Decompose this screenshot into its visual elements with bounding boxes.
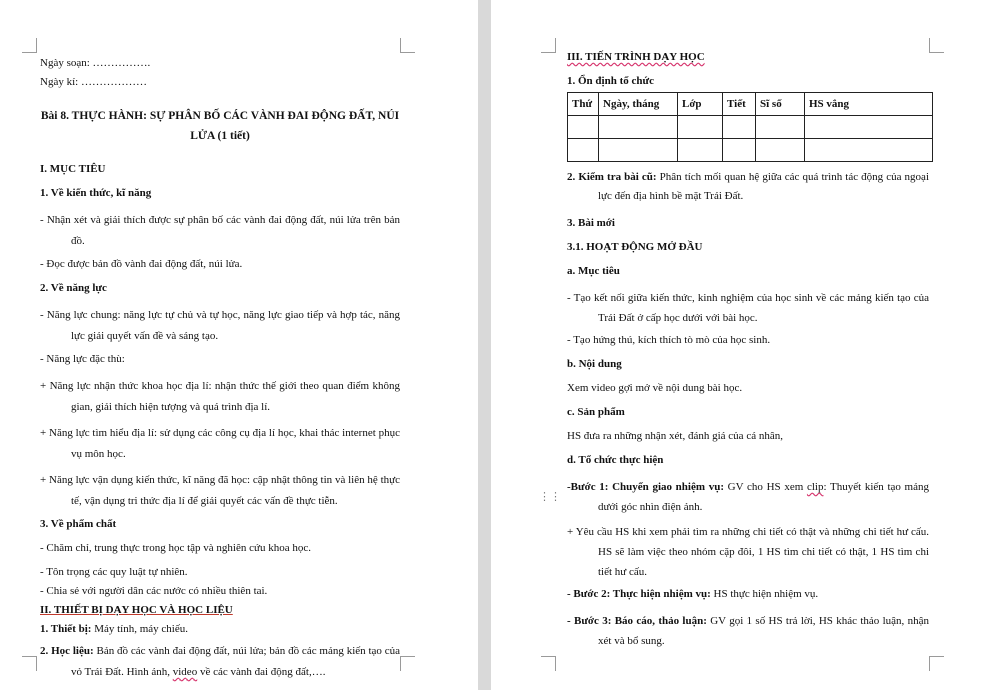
table-cell[interactable]: [805, 139, 933, 162]
page-gutter: [478, 0, 491, 690]
pham-chat-item-2: - Tôn trọng các quy luật tự nhiên.: [40, 566, 188, 578]
col-ngay-thang: Ngày, tháng: [599, 93, 678, 116]
heading-pham-chat: 3. Về phẩm chất: [40, 518, 117, 530]
kien-thuc-item-1: - Nhận xét và giải thích được sự phân bố các vành đai động đất, núi lửa trên bản đồ.: [40, 214, 400, 247]
col-tiet: Tiết: [723, 93, 756, 116]
heading-to-chuc: d. Tổ chức thực hiện: [567, 454, 664, 466]
heading-on-dinh: 1. Ổn định tổ chức: [567, 75, 654, 87]
table-row: [568, 139, 933, 162]
pham-chat-item-3: - Chia sẻ với người dân các nước có nhiều thiên tai.: [40, 585, 268, 597]
muc-tieu-item-2: - Tạo hứng thú, kích thích tò mò của học sinh.: [567, 334, 771, 346]
table-cell[interactable]: [723, 139, 756, 162]
crop-mark: [929, 38, 944, 53]
hoc-lieu-line: [40, 641, 400, 683]
heading-hoat-dong: 3.1. HOẠT ĐỘNG MỞ ĐẦU: [567, 241, 703, 253]
tien-trinh-text: III. TIẾN TRÌNH DẠY HỌC: [567, 51, 705, 63]
table-cell[interactable]: [599, 116, 678, 139]
crop-mark: [400, 656, 415, 671]
kiem-tra-label: 2. Kiểm tra bài cũ:: [567, 171, 657, 183]
col-hs-vang: HS vắng: [805, 93, 933, 116]
section-muc-tieu: I. MỤC TIÊU: [40, 163, 106, 175]
hoc-lieu-text-a: Bản đồ các vành đai động đất, núi lửa; bản đồ các mảng kiến tạo của vỏ Trái Đất. Hình ảnh,: [71, 645, 400, 678]
kien-thuc-item-2: - Đọc được bản đồ vành đai động đất, núi lửa.: [40, 258, 243, 270]
buoc-3-line: [567, 611, 929, 651]
table-cell[interactable]: [568, 116, 599, 139]
buoc-2-text: HS thực hiện nhiệm vụ.: [710, 588, 819, 600]
noi-dung-text: Xem video gợi mở về nội dung bài học.: [567, 382, 743, 394]
heading-muc-tieu-a: a. Mục tiêu: [567, 265, 620, 277]
buoc-1-label: -Bước 1: Chuyển giao nhiệm vụ:: [567, 481, 724, 493]
kiem-tra-text: Phân tích mối quan hệ giữa các quá trình tác động của ngoại lực đến địa hình bề mặt Trái Đất.: [598, 171, 929, 202]
lesson-title: Bài 8. THỰC HÀNH: SỰ PHÂN BỐ CÁC VÀNH ĐAI ĐỘNG ĐẤT, NÚI LỬA (1 tiết): [40, 109, 400, 142]
hoc-lieu-label: 2. Học liệu:: [40, 645, 94, 657]
spelling-flag-video[interactable]: video: [172, 666, 198, 678]
table-cell[interactable]: [568, 139, 599, 162]
buoc-2-line: [567, 587, 929, 601]
heading-noi-dung: b. Nội dung: [567, 358, 622, 370]
crop-mark: [22, 656, 37, 671]
buoc-1-plus: + Yêu cầu HS khi xem phải tìm ra những chi tiết có thật và những chi tiết hư cấu. HS sẽ làm việc theo nhóm cặp đôi, 1 HS tìm chi tiết có thật, 1 HS tìm chi tiết hư cấu.: [567, 526, 929, 578]
table-cell[interactable]: [678, 116, 723, 139]
ngay-soan: Ngày soạn: …………….: [40, 57, 151, 69]
page-right-content[interactable]: [567, 50, 929, 651]
pham-chat-item-1: - Chăm chỉ, trung thực trong học tập và nghiên cứu khoa học.: [40, 542, 311, 554]
section-thiet-bi: II. THIẾT BỊ DẠY HỌC VÀ HỌC LIỆU: [40, 604, 233, 616]
document-page-right: [491, 0, 983, 690]
heading-kien-thuc: 1. Về kiến thức, kĩ năng: [40, 187, 152, 199]
buoc-1-line: [567, 477, 929, 517]
nang-luc-item-5: + Năng lực vận dụng kiến thức, kĩ năng đã học: cập nhật thông tin và liên hệ thực tế, vận dụng tri thức địa lí để giải quyết các vấn đề thực tiễn.: [40, 474, 400, 507]
san-pham-text: HS đưa ra những nhận xét, đánh giá của cá nhân,: [567, 430, 783, 442]
drag-handle-icon[interactable]: ⋮⋮: [539, 490, 561, 503]
table-cell[interactable]: [756, 139, 805, 162]
section-tien-trinh: [567, 50, 929, 64]
muc-tieu-item-1: - Tạo kết nối giữa kiến thức, kinh nghiệm của học sinh về các mảng kiến tạo của Trái Đất ở cấp học dưới với bài học.: [567, 292, 929, 324]
spelling-flag-clip[interactable]: clip: [806, 481, 824, 493]
table-cell[interactable]: [756, 116, 805, 139]
buoc-1-text-a: GV cho HS xem: [723, 481, 807, 493]
crop-mark: [929, 656, 944, 671]
nang-luc-item-4: + Năng lực tìm hiểu địa lí: sử dụng các công cụ địa lí học, khai thác internet phục vụ môn học.: [40, 427, 400, 460]
heading-san-pham: c. Sản phẩm: [567, 406, 625, 418]
buoc-1-text-b: : Thuyết kiến tạo mảng dưới góc nhìn điện ảnh.: [598, 481, 929, 513]
table-cell[interactable]: [723, 116, 756, 139]
thiet-bi-text: Máy tính, máy chiếu.: [91, 623, 188, 635]
nang-luc-item-2: - Năng lực đặc thù:: [40, 353, 125, 365]
crop-mark: [400, 38, 415, 53]
col-thu: Thứ: [568, 93, 599, 116]
ngay-ki: Ngày kí: ………………: [40, 76, 147, 88]
document-page-left: [0, 0, 478, 690]
thiet-bi-label: 1. Thiết bị:: [40, 623, 92, 635]
attendance-table[interactable]: [567, 92, 933, 162]
table-cell[interactable]: [599, 139, 678, 162]
hoc-lieu-text-b: về các vành đai động đất,….: [197, 666, 326, 678]
crop-mark: [541, 656, 556, 671]
crop-mark: [541, 38, 556, 53]
thiet-bi-line: [40, 622, 400, 636]
col-si-so: Sĩ số: [756, 93, 805, 116]
page-left-content[interactable]: [40, 56, 400, 683]
buoc-2-label: - Bước 2: Thực hiện nhiệm vụ:: [567, 588, 711, 600]
table-cell[interactable]: [805, 116, 933, 139]
heading-nang-luc: 2. Về năng lực: [40, 282, 107, 294]
kiem-tra-line: [567, 168, 929, 206]
table-row: [568, 116, 933, 139]
heading-bai-moi: 3. Bài mới: [567, 217, 615, 229]
table-header-row: [568, 93, 933, 116]
crop-mark: [22, 38, 37, 53]
col-lop: Lớp: [678, 93, 723, 116]
buoc-3-text: GV gọi 1 số HS trả lời, HS khác thảo luận, nhận xét và bổ sung.: [598, 615, 929, 647]
buoc-3-label: - Bước 3: Báo cáo, thảo luận:: [567, 615, 707, 627]
nang-luc-item-3: + Năng lực nhận thức khoa học địa lí: nhận thức thế giới theo quan điểm không gian, giải thích hiện tượng và quá trình địa lí.: [40, 380, 400, 413]
nang-luc-item-1: - Năng lực chung: năng lực tự chủ và tự học, năng lực giao tiếp và hợp tác, năng lực giải quyết vấn đề và sáng tạo.: [40, 309, 400, 342]
table-cell[interactable]: [678, 139, 723, 162]
